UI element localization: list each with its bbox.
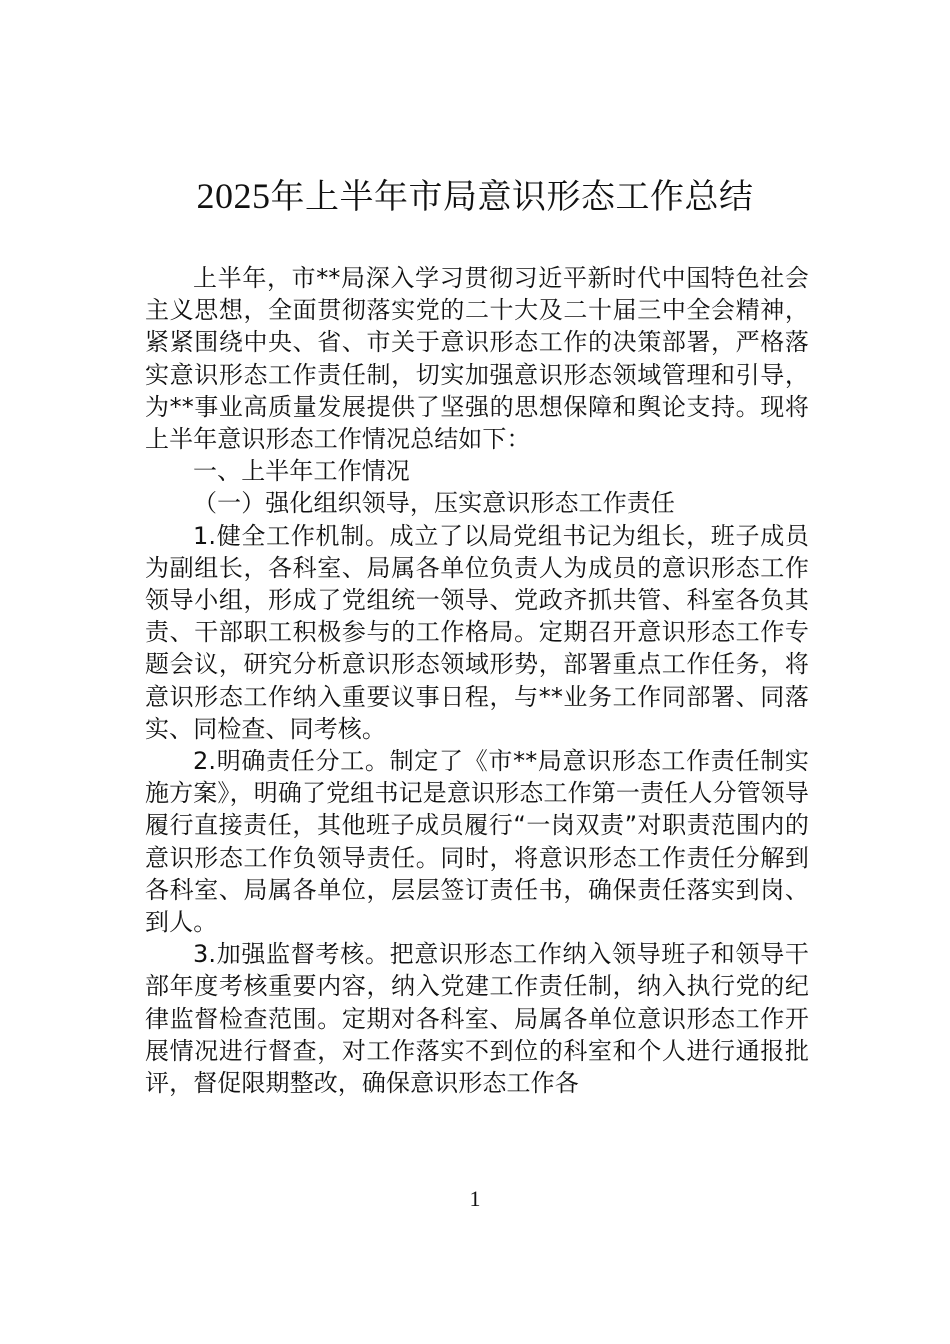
subsection-heading: （一）强化组织领导，压实意识形态工作责任 xyxy=(193,489,675,518)
item-paragraph-2: 2.明确责任分工。制定了《市**局意识形态工作责任制实施方案》，明确了党组书记是意识形态工作第一责任人分管领导履行直接责任，其他班子成员履行“一岗双责”对职责范围内的意识形态工作负领导责任。同时，将意识形态工作责任分解到各科室、局属各单位，层层签订责任书，确保责任落实到岗、到人。 xyxy=(145,747,809,937)
page-number: 1 xyxy=(469,1186,481,1211)
title-text: 年上半年市局意识形态工作总结 xyxy=(270,177,754,217)
item-paragraph-3: 3.加强监督考核。把意识形态工作纳入领导班子和领导干部年度考核重要内容，纳入党建工作责任制，纳入执行党的纪律监督检查范围。定期对各科室、局属各单位意识形态工作开展情况进行督查，对工作落实不到位的科室和个人进行通报批评，督促限期整改，确保意识形态工作各 xyxy=(145,940,809,1098)
intro-paragraph: 上半年，市**局深入学习贯彻习近平新时代中国特色社会主义思想，全面贯彻落实党的二十大及二十届三中全会精神，紧紧围绕中央、省、市关于意识形态工作的决策部署，严格落实意识形态工作责任制，切实加强意识形态领域管理和引导，为**事业高质量发展提供了坚强的思想保障和舆论支持。现将上半年意识形态工作情况总结如下： xyxy=(145,264,809,454)
document-title xyxy=(0,172,950,221)
title-year: 2025 xyxy=(196,176,271,216)
item-paragraph-1: 1.健全工作机制。成立了以局党组书记为组长，班子成员为副组长，各科室、局属各单位负责人为成员的意识形态工作领导小组，形成了党组统一领导、党政齐抓共管、科室各负其责、干部职工积极参与的工作格局。定期召开意识形态工作专题会议，研究分析意识形态领域形势，部署重点工作任务，将意识形态工作纳入重要议事日程，与**业务工作同部署、同落实、同检查、同考核。 xyxy=(145,521,809,743)
section-heading: 一、上半年工作情况 xyxy=(193,457,410,486)
document-body xyxy=(145,262,809,1099)
